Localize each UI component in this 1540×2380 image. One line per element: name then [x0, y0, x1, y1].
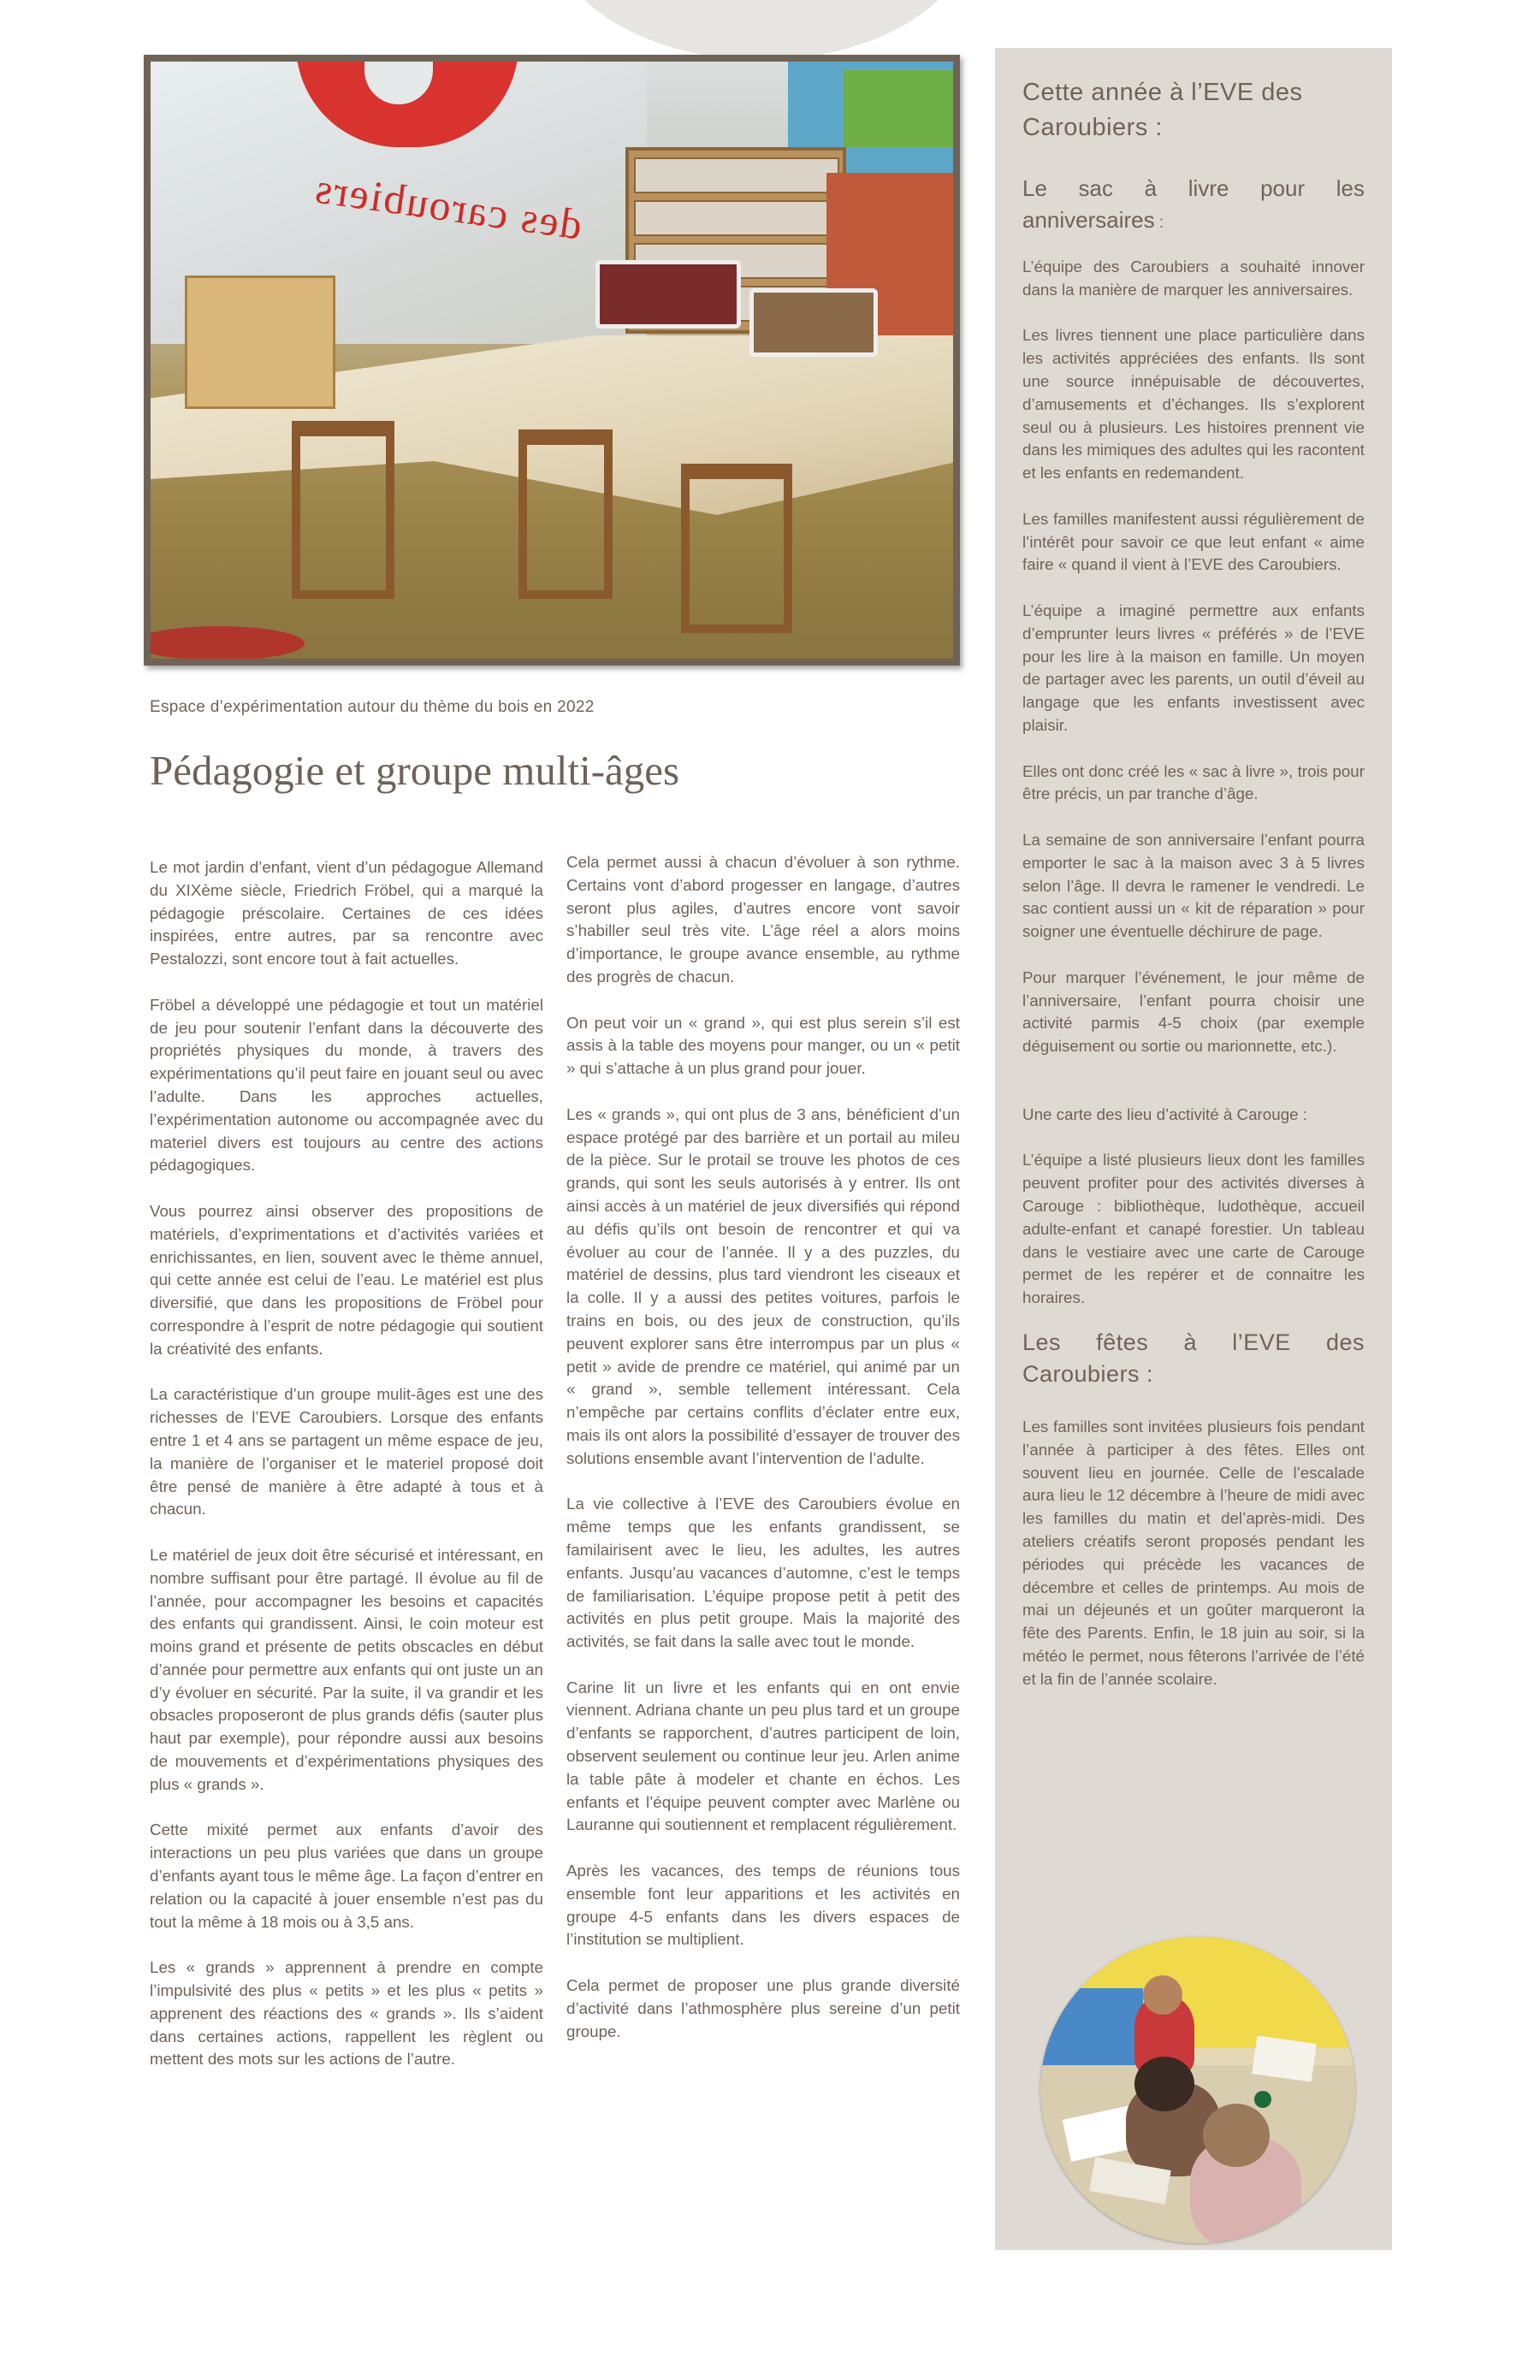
paragraph: Cela permet de proposer une plus grande diversité d’activité dans l’athmosphère plus sereine d’un petit groupe.	[566, 1976, 960, 2040]
children-reading-photo	[1040, 1937, 1355, 2243]
paragraph: Fröbel a développé une pédagogie et tout un matériel de jeu pour soutenir l’enfant dans la découverte des propriétés physiques du monde, à travers des expérimentations qu’il peut faire en jouant seul ou avec l’adulte. Dans les approches actuelles, l’expérimentation autonome ou accompagnée avec du materiel divers est toujours au centre des actions pédagogiques.	[150, 995, 543, 1175]
sidebar-paragraph: Les familles manifestent aussi régulièrement de l’intérêt pour savoir ce que leut enfant « aime faire « quand il vient à l’EVE des Caroubiers.	[1022, 509, 1365, 574]
paragraph: Les « grands », qui ont plus de 3 ans, bénéficient d’un espace protégé par des barrière et un portail au mileu de la pièce. Sur le protail se trouve les photos de ces grands, qui sont les seuls autorisés à y entrer. Ils ont ainsi accès à un matériel de jeux diversifiés qui répond au défis qu’ils ont besoin de rencontrer et qui va évoluer au cour de l’année. Il y a des puzzles, du matériel de dessins, plus tard viendront les ciseaux et la colle. Il y a aussi des petites voitures, parfois le trains en bois, ou des jeux de construction, qu’ils peuvent explorer sans être interrompus par un plus « petit » avide de prendre ce matériel, qui animé par un « grand », semble tellement intéressant. Cela n’empêche par certains conflits d’éclater entre eux, mais ils ont alors la possibilité d’essayer de trouver des solutions ensemble avant l’intervention de l’adulte.	[566, 1104, 960, 1467]
sidebar-paragraph: L’équipe a imaginé permettre aux enfants d’emprunter leurs livres « préférés » de l’EVE pour les lire à la maison en famille. Un moyen de partager avec les parents, un outil d’éveil au langage que les enfants investissent avec plaisir.	[1022, 601, 1365, 734]
sidebar-subtitle-map: Une carte des lieu d’activité à Carouge :	[1022, 1104, 1308, 1123]
paragraph: Cette mixité permet aux enfants d’avoir des interactions un peu plus variées que dans un groupe d’enfants ayant tous le même âge. La façon d’entrer en relation ou la capacité à jouer ensemble n’est pas du tout la même à 18 mois ou à 3,5 ans.	[150, 1821, 543, 1931]
paragraph: On peut voir un « grand », qui est plus serein s’il est assis à la table des moyens pour manger, ou un « petit » qui s’attache à un plus grand pour jouer.	[566, 1013, 960, 1078]
classroom-photo: des caroubiers	[151, 62, 953, 659]
sidebar-paragraph: Les familles sont invitées plusieurs fois pendant l’année à participer à des fêtes. Elles ont souvent lieu en journée. Celle de l’escalade aura lieu le 12 décembre à l’heure de midi avec les familles du matin et del’après-midi. Des ateliers créatifs seront proposés pendant les périodes qui précède les vacances de décembre et celles de printemps. Au mois de mai un déjeunés et un goûter marqueront la fête des Parents. Enfin, le 18 juin au soir, si la météo le permet, nous fêterons l’arrivée de l’été et la fin de l’année scolaire.	[1022, 1418, 1365, 1688]
page-title: Pédagogie et groupe multi-âges	[150, 747, 680, 794]
sidebar-paragraph: Elles ont donc créé les « sac à livre », trois pour être précis, un par tranche d’âge.	[1022, 761, 1365, 803]
sidebar-content	[1022, 75, 1365, 1714]
article-column-1	[150, 856, 543, 2094]
sidebar-paragraph: L’équipe des Caroubiers a souhaité innover dans la manière de marquer les anniversaires.	[1022, 258, 1365, 299]
sidebar-paragraph: Les livres tiennent une place particulière dans les activités appréciées des enfants. Ils sont une source innépuisable de découvertes, d’amusements et d’échanges. Ils s’explorent seul ou à plusieurs. Les histoires prennent vie dans les mimiques des adultes qui les racontent et les enfants en redemandent.	[1022, 326, 1365, 483]
paragraph: Carine lit un livre et les enfants qui en ont envie viennent. Adriana chante un peu plus tard et un groupe d’enfants se rapporchent, d’autres participent de loin, observent seulement ou continue leur jeu. Arlen anime la table pâte à modeler et chante en échos. Les enfants et l’équipe peuvent compter avec Marlène ou Lauranne qui soutiennent et remplacent régulièrement.	[566, 1678, 960, 1834]
photo-caption: Espace d’expérimentation autour du thème du bois en 2022	[150, 698, 595, 716]
paragraph: Le mot jardin d’enfant, vient d’un pédagogue Allemand du XIXème siècle, Friedrich Fröbel, qui a marqué la pédagogie préscolaire. Certaines de ces idées inspirées, entre autres, par sa rencontre avec Pestalozzi, sont encore tout à fait actuelles.	[150, 858, 543, 968]
sidebar	[995, 48, 1392, 2250]
paragraph: Cela permet aussi à chacun d’évoluer à son rythme. Certains vont d’abord progesser en langage, d’autres seront plus agiles, d’autres encore vont savoir s’habiller seul très vite. L’âge réel a alors moins d’importance, le groupe avance ensemble, au rythme des progrès de chacun.	[566, 853, 960, 986]
sidebar-paragraph: La semaine de son anniversaire l’enfant pourra emporter le sac à la maison avec 3 à 5 livres selon l’âge. Il devra le ramener le vendredi. Le sac contient aussi un « kit de réparation » pour soigner une éventuelle déchirure de page.	[1022, 830, 1365, 941]
decorative-arc	[548, 0, 975, 60]
sidebar-paragraph: Pour marquer l’événement, le jour même de l’anniversaire, l’enfant pourra choisir une activité parmis 4-5 choix (par exemple déguisement ou sortie ou marionnette, etc.).	[1022, 968, 1365, 1056]
sidebar-title-parties: Les fêtes à l’EVE des Caroubiers :	[1022, 1329, 1365, 1388]
sidebar-title: Cette année à l’EVE des Caroubiers :	[1022, 79, 1303, 141]
paragraph: Les « grands » apprennent à prendre en compte l’impulsivité des plus « petits » et les plus « petits » apprenent des réactions des « grands ». Ils s’aident dans certaines actions, rappellent les règlent ou mettent des mots sur les actions de l’autre.	[150, 1958, 543, 2069]
paragraph: Vous pourrez ainsi observer des propositions de matériels, d’exprimentations et d’activités variées et enrichissantes, en lien, souvent avec le thème annuel, qui cette année est celui de l’eau. Le matériel est plus diversifié, que dans les propositions de Fröbel pour correspondre à l’esprit de notre pédagogie qui soutient la créativité des enfants.	[150, 1201, 543, 1358]
paragraph: La vie collective à l’EVE des Caroubiers évolue en même temps que les enfants grandissent, se familairisent avec le lieu, les adultes, les autres enfants. Jusqu’au vacances d’automne, c’est le temps de familiarisation. L’équipe propose petit à petit des activités en plus petit groupe. Mais la majorité des activités, se fait dans la salle avec tout le monde.	[566, 1495, 960, 1651]
sidebar-subtitle-books: Le sac à livre pour les anniversaires :	[1022, 175, 1365, 233]
article-column-2	[566, 851, 960, 2066]
paragraph: Après les vacances, des temps de réunions tous ensemble font leur apparitions et les activités en groupe 4-5 enfants dans les divers espaces de l’institution se multiplient.	[566, 1862, 960, 1949]
main-photo	[144, 55, 960, 666]
paragraph: Le matériel de jeux doit être sécurisé et intéressant, en nombre suffisant pour être partagé. Il évolue au fil de l’année, pour accompagner les besoins et capacités des enfants qui grandissent. Ainsi, le coin moteur est moins grand et présente de petits obscacles en début d’année pour permettre aux enfants qui ont juste un an d’y évoluer en sécurité. Par la suite, il va grandir et les obsacles proposeront de plus grands défis (sauter plus haut par exemple), pour répondre aussi aux besoins de mouvements et d’expérimentations physiques des plus « grands ».	[150, 1545, 543, 1793]
sidebar-paragraph: L’équipe a listé plusieurs lieux dont les familles peuvent profiter pour des activités diverses à Carouge : bibliothèque, ludothèque, accueil adulte-enfant et canapé forestier. Un tableau dans le vestiaire avec une carte de Carouge permet de les repérer et de connaitre les horaires.	[1022, 1151, 1365, 1307]
paragraph: La caractéristique d’un groupe mulit-âges est une des richesses de l’EVE Caroubiers. Lorsque des enfants entre 1 et 4 ans se partagent un même espace de jeu, la manière de l’organiser et le materiel proposé doit être pensé de manière à être adapté à tous et à chacun.	[150, 1385, 543, 1519]
